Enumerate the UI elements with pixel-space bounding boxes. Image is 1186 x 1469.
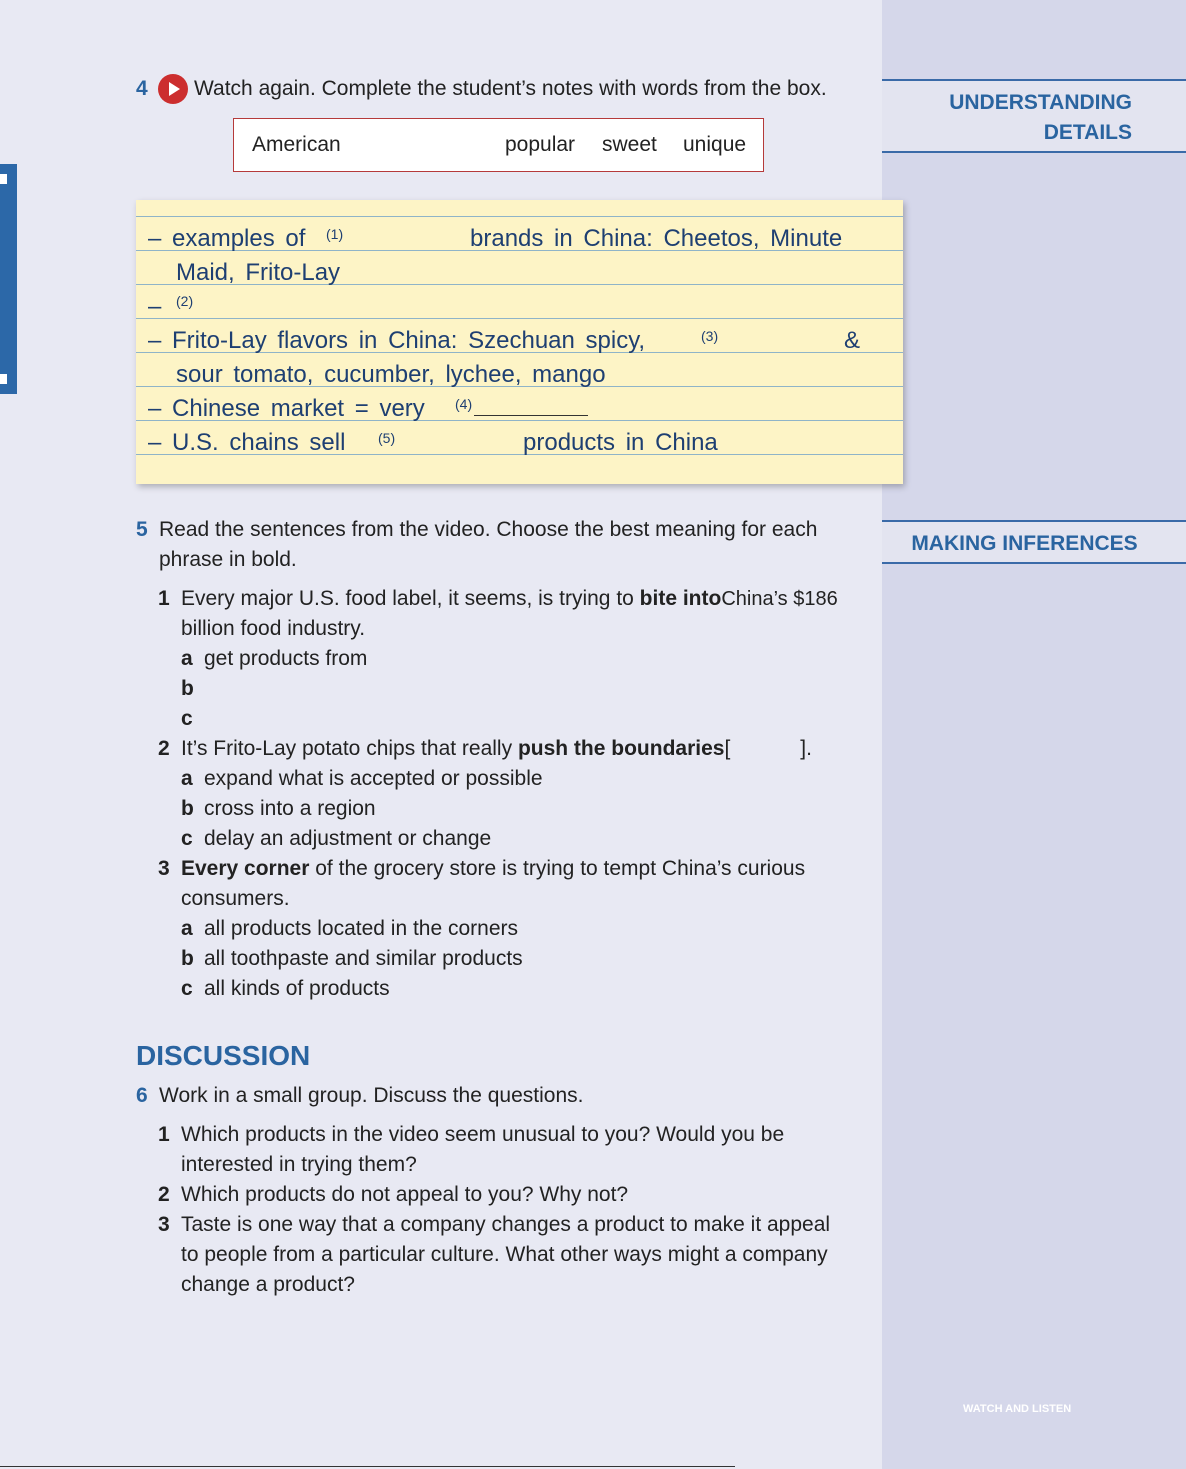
sentence-text: It’s Frito-Lay potato chips that really (181, 737, 518, 760)
item-number: 3 (158, 857, 170, 880)
discussion-question: to people from a particular culture. What other ways might a company (181, 1243, 828, 1266)
option-text[interactable]: expand what is accepted or possible (204, 767, 543, 790)
item-sentence (181, 734, 812, 764)
option-letter[interactable]: a (181, 647, 193, 670)
item-number: 2 (158, 1183, 170, 1206)
student-notes (136, 200, 903, 484)
blank-number: (3) (701, 328, 719, 344)
tab-notch (0, 174, 7, 184)
note-text: brands in China: Cheetos, Minute (470, 225, 843, 252)
sidebar-rule (882, 562, 1186, 564)
option-letter[interactable]: b (181, 797, 194, 820)
discussion-question: Which products do not appeal to you? Why not? (181, 1183, 629, 1206)
option-text[interactable]: delay an adjustment or change (204, 827, 492, 850)
word-box-item: unique (683, 133, 747, 156)
item-sentence: billion food industry. (181, 617, 366, 640)
bold-phrase: bite into (639, 587, 722, 610)
word-box-item: popular (505, 133, 576, 156)
question-number: 6 (136, 1084, 148, 1107)
blank-number: (5) (378, 430, 396, 446)
option-letter[interactable]: c (181, 827, 193, 850)
bold-phrase: push the boundaries (517, 737, 725, 760)
question-number: 5 (136, 518, 148, 541)
tab-notch (0, 374, 7, 384)
item-number: 1 (158, 587, 170, 610)
option-letter[interactable]: a (181, 767, 193, 790)
question-instruction: Watch again. Complete the student’s notes with words from the box. (194, 77, 827, 100)
option-letter[interactable]: a (181, 917, 193, 940)
item-number: 3 (158, 1213, 170, 1236)
note-text: – Chinese market = very (148, 395, 425, 422)
sentence-text: Every major U.S. food label, it seems, is trying to (181, 587, 640, 610)
note-line (136, 318, 903, 319)
option-letter[interactable]: b (181, 947, 194, 970)
item-sentence (181, 854, 805, 884)
blank-number: (4) (455, 396, 473, 412)
blank-number: (2) (176, 293, 194, 309)
discussion-question: Taste is one way that a company changes a product to make it appeal (181, 1213, 831, 1236)
note-text: sour tomato, cucumber, lychee, mango (176, 361, 606, 388)
sidebar-rule (882, 151, 1186, 153)
option-text[interactable]: all toothpaste and similar products (204, 947, 523, 970)
word-box (233, 118, 764, 172)
item-number: 2 (158, 737, 170, 760)
note-text: – U.S. chains sell (148, 429, 346, 456)
play-video-icon[interactable] (158, 74, 188, 104)
sentence-text: [ ]. (724, 737, 812, 760)
option-text[interactable]: get products from (204, 647, 368, 670)
page-bottom-rule (0, 1466, 735, 1467)
question-instruction: Work in a small group. Discuss the questions. (159, 1084, 584, 1107)
question-number: 4 (136, 77, 148, 100)
section-heading: DISCUSSION (136, 1040, 311, 1071)
note-text: & (844, 327, 861, 354)
sidebar-label-understanding: UNDERSTANDING (949, 91, 1132, 114)
answer-blank[interactable] (474, 415, 588, 416)
option-letter[interactable]: c (181, 707, 193, 730)
option-text[interactable]: cross into a region (204, 797, 376, 820)
note-text: Maid, Frito-Lay (176, 259, 341, 286)
sentence-text: of the grocery store is trying to tempt China’s curious (309, 857, 806, 880)
sentence-text: China’s $186 (721, 588, 838, 610)
note-line (136, 216, 903, 217)
left-edge-tab (0, 164, 17, 394)
sidebar-label-inferences: MAKING INFERENCES (911, 532, 1138, 555)
item-sentence (181, 584, 838, 614)
option-text[interactable]: all products located in the corners (204, 917, 519, 940)
discussion-question: change a product? (181, 1273, 355, 1296)
note-text: – examples of (148, 225, 306, 252)
sidebar-label-details: DETAILS (1043, 121, 1132, 144)
footer-section-label: WATCH AND LISTEN (963, 1403, 1072, 1415)
bold-phrase: Every corner (181, 857, 310, 880)
word-box-item: American (252, 133, 341, 156)
sidebar-rule (882, 79, 1186, 81)
sidebar-rule (882, 520, 1186, 522)
sidebar (882, 0, 1186, 1469)
item-number: 1 (158, 1123, 170, 1146)
item-sentence: consumers. (181, 887, 290, 910)
note-text: – (148, 293, 162, 320)
option-letter[interactable]: c (181, 977, 193, 1000)
note-text: products in China (523, 429, 718, 456)
word-box-item: sweet (602, 133, 657, 156)
discussion-question: interested in trying them? (181, 1153, 417, 1176)
note-text: – Frito-Lay flavors in China: Szechuan spicy, (148, 327, 646, 354)
discussion-question: Which products in the video seem unusual to you? Would you be (181, 1123, 785, 1146)
question-instruction: phrase in bold. (159, 548, 297, 571)
blank-number: (1) (326, 226, 344, 242)
question-instruction: Read the sentences from the video. Choose the best meaning for each (159, 518, 818, 541)
option-text[interactable]: all kinds of products (204, 977, 390, 1000)
option-letter[interactable]: b (181, 677, 194, 700)
